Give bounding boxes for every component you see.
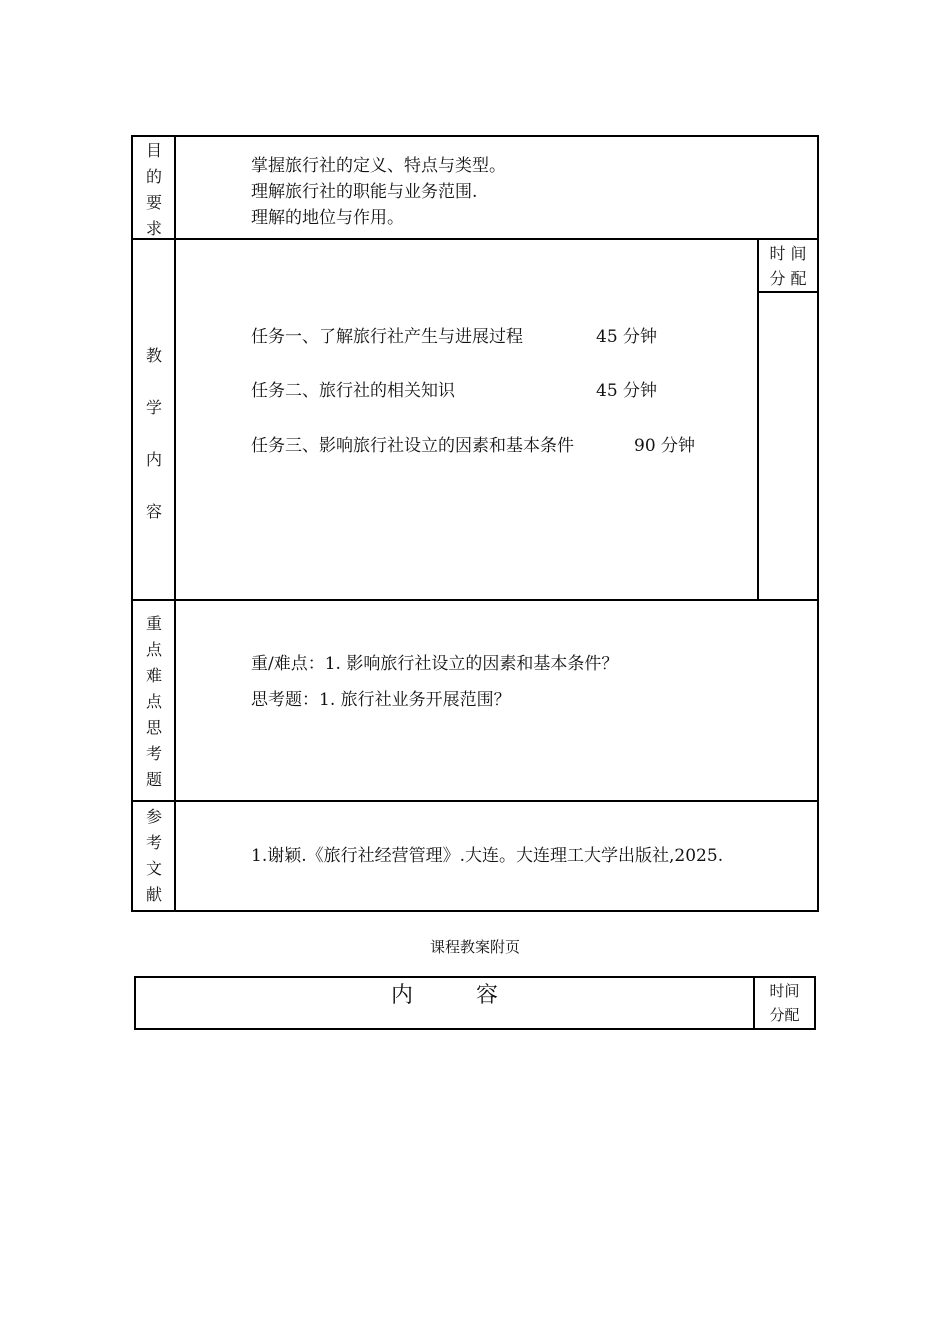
objectives-label <box>133 138 175 242</box>
time-header-line: 分配 <box>769 1006 800 1024</box>
label-char: 的 <box>145 167 162 186</box>
label-char: 参 <box>145 807 162 826</box>
time-header-line: 分 配 <box>769 268 807 288</box>
label-char: 题 <box>145 770 162 789</box>
label-char: 思 <box>145 718 162 737</box>
task-name: 任务二、旅行社的相关知识 <box>251 381 455 401</box>
appendix-content-header: 内 容 <box>391 983 526 1008</box>
label-char: 献 <box>145 885 162 904</box>
label-char: 内 <box>145 450 162 469</box>
objective-line: 掌握旅行社的定义、特点与类型。 <box>251 156 506 176</box>
label-char: 考 <box>145 744 162 763</box>
task-time: 90 分钟 <box>634 436 696 456</box>
objective-line: 理解旅行社的职能与业务范围. <box>251 182 478 202</box>
label-char: 考 <box>145 833 162 852</box>
time-header-line: 时 间 <box>769 243 807 263</box>
time-allocation-header <box>759 240 817 291</box>
label-char: 重 <box>145 614 162 633</box>
label-char: 学 <box>145 398 162 417</box>
appendix-title: 课程教案附页 <box>429 938 520 956</box>
label-char: 教 <box>145 346 162 365</box>
time-header-line: 时间 <box>769 982 800 1000</box>
label-char: 求 <box>145 219 162 238</box>
objective-line: 理解的地位与作用。 <box>251 208 404 228</box>
reference-line: 1.谢颖.《旅行社经营管理》.大连。大连理工大学出版社,2025. <box>251 846 724 866</box>
label-char: 容 <box>145 502 162 521</box>
key-point-line: 重/难点：1. 影响旅行社设立的因素和基本条件？ <box>251 654 619 674</box>
appendix-time-header <box>755 978 814 1028</box>
task-name: 任务三、影响旅行社设立的因素和基本条件 <box>251 436 574 456</box>
label-char: 目 <box>145 141 162 160</box>
task-time: 45 分钟 <box>596 381 658 401</box>
label-char: 难 <box>145 666 162 685</box>
task-name: 任务一、了解旅行社产生与进展过程 <box>251 327 523 347</box>
key-points-label <box>133 611 175 793</box>
content-label <box>133 330 175 538</box>
label-char: 点 <box>145 692 162 711</box>
task-time: 45 分钟 <box>596 327 658 347</box>
thinking-question-line: 思考题：1. 旅行社业务开展范围？ <box>251 690 511 710</box>
label-char: 要 <box>145 193 162 212</box>
label-char: 点 <box>145 640 162 659</box>
references-label <box>133 804 175 908</box>
label-char: 文 <box>145 859 162 878</box>
